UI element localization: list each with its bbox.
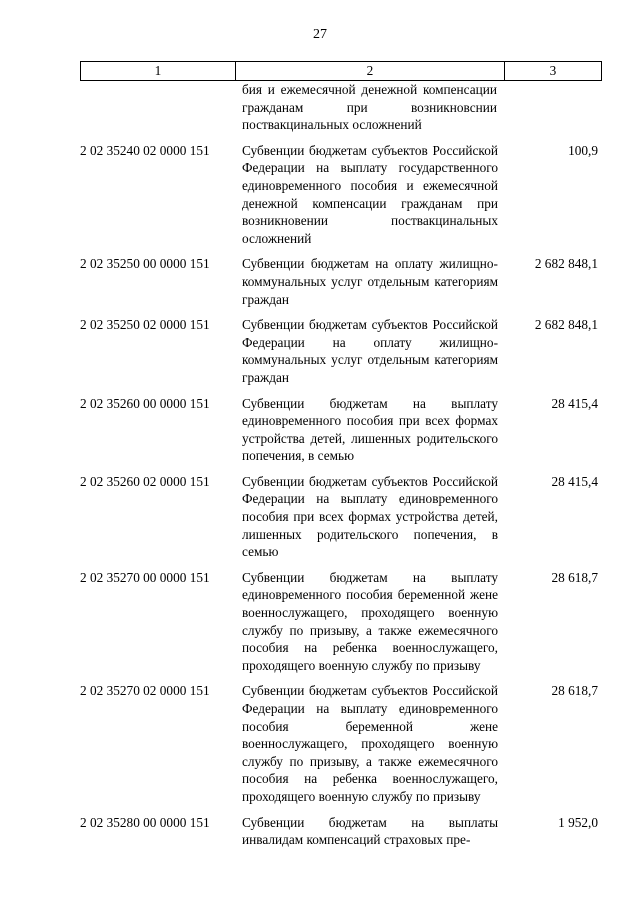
table-row xyxy=(80,142,602,248)
budget-code: 2 02 35270 00 0000 151 xyxy=(80,569,210,585)
table-row xyxy=(80,316,602,386)
row-amount: 2 682 848,1 xyxy=(534,256,598,272)
row-amount: 28 618,7 xyxy=(551,569,598,585)
row-description: Субвенции бюджетам на выплату единовременного пособия беременной жене военнослужащего, проходящего военную службу по призыву, а также ежемесячного пособия на ребенка военнослужащего, проходящего военную службу по призыву xyxy=(242,569,498,673)
table-row xyxy=(80,395,602,465)
row-amount: 28 415,4 xyxy=(551,395,598,411)
budget-code: 2 02 35260 00 0000 151 xyxy=(80,395,210,411)
row-amount: 100,9 xyxy=(568,142,598,158)
row-description: Субвенции бюджетам на выплату единовременного пособия при всех формах устройства детей, лишенных родительского попечения, в семью xyxy=(242,395,498,464)
continued-description: бия и ежемесячной денежной компенсации гражданам при возникновснии поствакцинальных осложнений xyxy=(242,82,497,133)
page-number: 27 xyxy=(313,27,327,42)
budget-code: 2 02 35240 02 0000 151 xyxy=(80,142,210,158)
row-amount: 28 415,4 xyxy=(551,473,598,489)
row-amount: 28 618,7 xyxy=(551,683,598,699)
table-row xyxy=(80,682,602,805)
row-description: Субвенции бюджетам субъектов Российской Федерации на выплату единовременного пособия беременной жене военнослужащего, проходящего военную службу по призыву, а также ежемесячного пособия на ребенка военнослужащего, проходящего военную службу по призыву xyxy=(242,683,498,804)
table-row xyxy=(80,569,602,675)
budget-code: 2 02 35270 02 0000 151 xyxy=(80,683,210,699)
table-row xyxy=(80,814,602,849)
row-description: Субвенции бюджетам субъектов Российской Федерации на выплату государственного единовременного пособия и ежемесячной денежной компенсации гражданам при возникновении поствакцинальных осложнений xyxy=(242,142,498,246)
budget-code: 2 02 35280 00 0000 151 xyxy=(80,814,210,830)
budget-code: 2 02 35250 00 0000 151 xyxy=(80,256,210,272)
row-description: Субвенции бюджетам на оплату жилищно-коммунальных услуг отдельным категориям граждан xyxy=(242,256,498,307)
table-header xyxy=(80,61,602,81)
row-description: Субвенции бюджетам субъектов Российской Федерации на оплату жилищно-коммунальных услуг отдельным категориям граждан xyxy=(242,317,498,385)
row-description: Субвенции бюджетам на выплаты инвалидам компенсаций страховых пре- xyxy=(242,814,498,848)
row-amount: 2 682 848,1 xyxy=(534,317,598,333)
row-amount: 1 952,0 xyxy=(558,814,598,830)
table-body xyxy=(80,81,602,849)
header-col-1: 1 xyxy=(81,62,236,80)
budget-code: 2 02 35250 02 0000 151 xyxy=(80,317,210,333)
table-row xyxy=(80,255,602,308)
table-row xyxy=(80,473,602,561)
header-col-3: 3 xyxy=(549,63,557,78)
budget-code: 2 02 35260 02 0000 151 xyxy=(80,473,210,489)
row-description: Субвенции бюджетам субъектов Российской Федерации на выплату единовременного пособия при всех формах устройства детей, лишенных родительского попечения, в семью xyxy=(242,473,498,560)
header-col-2: 2 xyxy=(236,62,505,80)
